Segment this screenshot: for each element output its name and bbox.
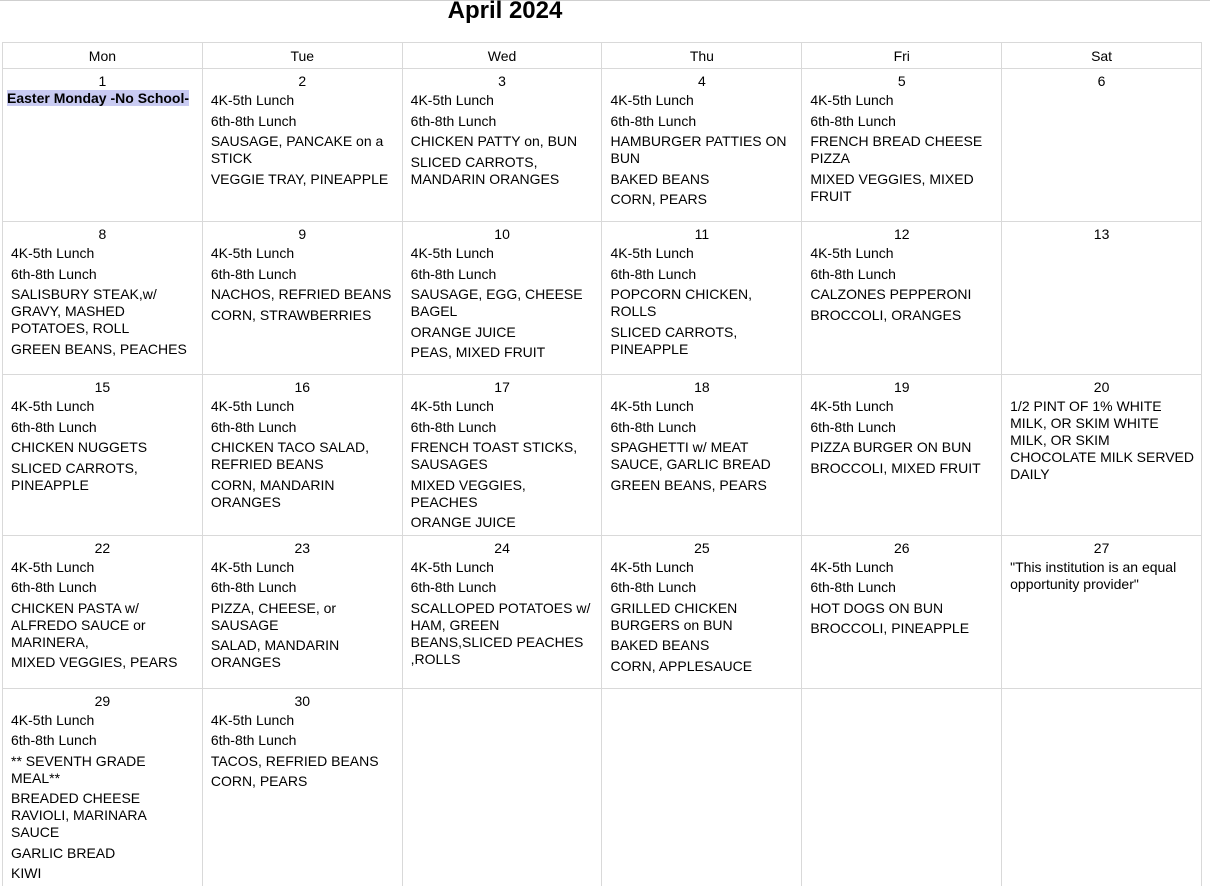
menu-item: 6th-8th Lunch — [11, 418, 97, 435]
menu-item: 6th-8th Lunch — [410, 579, 497, 595]
menu-item: VEGGIE TRAY, PINEAPPLE — [210, 170, 389, 187]
menu-item: 4K-5th Lunch — [210, 245, 295, 261]
menu-item: MIXED VEGGIES, PEACHES — [410, 476, 526, 510]
menu-item: 6th-8th Lunch — [210, 112, 297, 129]
menu-entries — [403, 396, 602, 531]
day-number: 30 — [294, 692, 311, 709]
day-cell — [802, 535, 1002, 688]
day-number: 11 — [694, 226, 710, 242]
menu-entries — [1002, 557, 1201, 593]
week-row — [3, 375, 1202, 536]
day-number: 12 — [893, 226, 910, 242]
menu-item: GREEN BEANS, PEACHES — [11, 340, 187, 357]
holiday-note — [3, 90, 202, 107]
day-cell — [3, 222, 203, 375]
menu-item: GRILLED CHICKEN BURGERS on BUN — [610, 599, 738, 633]
menu-item: CORN, MANDARIN ORANGES — [210, 476, 335, 510]
day-cell — [602, 535, 802, 688]
menu-entries — [802, 243, 1001, 324]
menu-item: 6th-8th Lunch — [210, 418, 297, 435]
menu-item: "This institution is an equal opportunity provider" — [1010, 558, 1177, 592]
day-number — [403, 693, 602, 710]
week-row — [3, 688, 1202, 886]
menu-item: BROCCOLI, ORANGES — [810, 306, 962, 323]
day-number: 22 — [94, 539, 111, 556]
day-number: 19 — [893, 379, 910, 395]
day-number: 2 — [298, 73, 307, 89]
menu-item: CHICKEN TACO SALAD, REFRIED BEANS — [210, 439, 370, 472]
day-number: 23 — [294, 539, 311, 556]
menu-item: 4K-5th Lunch — [410, 245, 494, 261]
day-cell — [802, 688, 1002, 886]
day-cell — [3, 535, 203, 688]
menu-entries — [203, 557, 402, 672]
menu-entries — [3, 710, 202, 883]
menu-item: KIWI — [11, 865, 42, 881]
menu-item: PEAS, MIXED FRUIT — [410, 344, 546, 360]
menu-item: SALISBURY STEAK,w/ GRAVY, MASHED POTATOES, ROLL — [11, 286, 157, 336]
menu-item: 1/2 PINT OF 1% WHITE MILK, OR SKIM WHITE MILK, OR SKIM CHOCOLATE MILK SERVED DAILY — [1010, 398, 1194, 482]
menu-entries — [3, 107, 202, 109]
menu-entries — [602, 557, 801, 675]
weekday-header: Fri — [802, 43, 1002, 69]
menu-entries — [203, 710, 402, 791]
menu-entries — [1002, 396, 1201, 483]
menu-item: HOT DOGS ON BUN — [810, 599, 944, 616]
day-cell — [402, 375, 602, 536]
menu-item: 4K-5th Lunch — [210, 558, 295, 575]
menu-item: 4K-5th Lunch — [810, 558, 894, 575]
menu-item: 4K-5th Lunch — [610, 558, 694, 575]
menu-item: 6th-8th Lunch — [210, 579, 297, 595]
day-number: 20 — [1093, 379, 1110, 395]
menu-entries — [203, 396, 402, 511]
menu-entries — [403, 710, 602, 712]
menu-item: CORN, STRAWBERRIES — [210, 306, 372, 323]
menu-entries — [403, 243, 602, 361]
menu-item: 6th-8th Lunch — [810, 112, 896, 129]
menu-entries — [602, 243, 801, 358]
menu-item: 4K-5th Lunch — [410, 398, 494, 414]
menu-item: 6th-8th Lunch — [11, 732, 97, 748]
day-number: 4 — [698, 73, 706, 89]
menu-entries — [602, 710, 801, 712]
weekday-header: Mon — [3, 43, 203, 69]
day-cell — [402, 222, 602, 375]
day-number: 27 — [1093, 539, 1110, 556]
menu-item: SLICED CARROTS, PINEAPPLE — [11, 459, 138, 493]
day-cell — [402, 688, 602, 886]
day-number — [802, 693, 1001, 710]
weekday-header: Thu — [602, 43, 802, 69]
menu-item: 4K-5th Lunch — [810, 92, 894, 108]
menu-item: 4K-5th Lunch — [610, 92, 694, 108]
menu-entries — [203, 90, 402, 188]
day-cell — [602, 375, 802, 536]
weekday-header: Sat — [1002, 43, 1202, 69]
menu-item: FRENCH TOAST STICKS, SAUSAGES — [410, 439, 578, 472]
menu-item: PIZZA BURGER ON BUN — [810, 439, 972, 455]
day-cell — [202, 375, 402, 536]
menu-item: BREADED CHEESE RAVIOLI, MARINARA SAUCE — [11, 790, 147, 840]
week-row — [3, 69, 1202, 222]
menu-entries — [3, 396, 202, 494]
day-cell — [802, 222, 1002, 375]
day-cell — [202, 222, 402, 375]
menu-item: TACOS, REFRIED BEANS — [210, 752, 379, 769]
menu-item: 6th-8th Lunch — [610, 418, 697, 435]
menu-item: 4K-5th Lunch — [610, 245, 694, 261]
day-number: 13 — [1093, 226, 1110, 242]
menu-item: 6th-8th Lunch — [11, 579, 97, 595]
menu-item: ** SEVENTH GRADE MEAL** — [11, 752, 146, 786]
day-cell — [202, 69, 402, 222]
menu-item: 6th-8th Lunch — [610, 265, 697, 282]
calendar-grid — [2, 42, 1202, 886]
menu-entries — [802, 557, 1001, 638]
menu-item: ORANGE JUICE — [410, 323, 516, 340]
day-cell — [602, 222, 802, 375]
menu-item: GARLIC BREAD — [11, 844, 116, 861]
day-number: 18 — [694, 379, 710, 395]
day-cell — [802, 375, 1002, 536]
day-number: 29 — [94, 692, 111, 709]
menu-item: SLICED CARROTS, MANDARIN ORANGES — [410, 153, 560, 187]
menu-entries — [602, 396, 801, 494]
menu-item: 4K-5th Lunch — [410, 558, 494, 575]
day-number: 26 — [893, 539, 910, 556]
day-number: 16 — [294, 379, 311, 395]
day-cell — [1002, 69, 1202, 222]
menu-item: BAKED BEANS — [610, 170, 710, 187]
menu-item: 4K-5th Lunch — [11, 558, 95, 575]
menu-item: 4K-5th Lunch — [410, 92, 494, 108]
weekday-header-row — [3, 43, 1202, 69]
menu-item: 6th-8th Lunch — [810, 265, 896, 282]
day-cell — [602, 69, 802, 222]
menu-entries — [802, 90, 1001, 205]
menu-entries — [802, 710, 1001, 712]
menu-item: 4K-5th Lunch — [11, 398, 95, 414]
menu-entries — [1002, 710, 1201, 712]
menu-entries — [403, 90, 602, 188]
menu-item: CALZONES PEPPERONI — [810, 286, 972, 302]
menu-item: 4K-5th Lunch — [210, 398, 295, 414]
menu-item: 4K-5th Lunch — [210, 711, 295, 728]
menu-item: MIXED VEGGIES, MIXED FRUIT — [810, 170, 974, 204]
day-number: 24 — [494, 539, 510, 556]
menu-item: SCALLOPED POTATOES w/ HAM, GREEN BEANS,SLICED PEACHES ,ROLLS — [410, 599, 591, 667]
menu-item: SAUSAGE, EGG, CHEESE BAGEL — [410, 286, 583, 319]
day-number: 25 — [694, 539, 710, 556]
menu-item: PIZZA, CHEESE, or SAUSAGE — [210, 599, 337, 633]
day-cell — [402, 535, 602, 688]
menu-item: 6th-8th Lunch — [210, 732, 297, 748]
menu-entries — [1002, 243, 1201, 245]
weekday-header: Tue — [202, 43, 402, 69]
menu-entries — [1002, 90, 1201, 92]
menu-item: POPCORN CHICKEN, ROLLS — [610, 286, 753, 319]
week-row — [3, 535, 1202, 688]
day-number: 9 — [298, 226, 307, 242]
day-number: 5 — [897, 73, 906, 89]
menu-item: 6th-8th Lunch — [810, 579, 896, 595]
menu-item: GREEN BEANS, PEARS — [610, 476, 767, 493]
day-cell — [402, 69, 602, 222]
menu-item: CORN, PEARS — [610, 191, 707, 207]
menu-item: SAUSAGE, PANCAKE on a STICK — [210, 133, 384, 166]
menu-item: 4K-5th Lunch — [210, 92, 295, 108]
day-cell — [202, 535, 402, 688]
menu-item: BROCCOLI, MIXED FRUIT — [810, 459, 981, 476]
day-cell — [1002, 222, 1202, 375]
menu-item: HAMBURGER PATTIES ON BUN — [610, 133, 787, 166]
menu-item: 4K-5th Lunch — [810, 398, 894, 414]
menu-item: 6th-8th Lunch — [11, 265, 97, 282]
day-number — [602, 693, 801, 710]
menu-item: MIXED VEGGIES, PEARS — [11, 654, 178, 670]
day-number — [1002, 693, 1201, 710]
day-cell — [602, 688, 802, 886]
day-cell — [1002, 535, 1202, 688]
week-row — [3, 222, 1202, 375]
menu-entries — [403, 557, 602, 668]
menu-item: BAKED BEANS — [610, 637, 710, 653]
menu-item: 4K-5th Lunch — [11, 245, 95, 261]
menu-item: CORN, PEARS — [210, 773, 308, 789]
menu-item: 4K-5th Lunch — [610, 398, 694, 414]
menu-item: 4K-5th Lunch — [11, 711, 95, 728]
menu-entries — [203, 243, 402, 324]
day-number: 3 — [498, 73, 506, 89]
day-number: 8 — [98, 226, 107, 242]
menu-item: 6th-8th Lunch — [810, 418, 896, 435]
weekday-header: Wed — [402, 43, 602, 69]
day-cell — [802, 69, 1002, 222]
menu-item: CHICKEN PASTA w/ ALFREDO SAUCE or MARINERA, — [11, 599, 146, 650]
menu-item: SLICED CARROTS, PINEAPPLE — [610, 323, 738, 357]
menu-item: NACHOS, REFRIED BEANS — [210, 286, 392, 302]
day-cell — [3, 69, 203, 222]
menu-item: 6th-8th Lunch — [410, 112, 497, 129]
menu-item: 6th-8th Lunch — [410, 418, 497, 435]
menu-item: SALAD, MANDARIN ORANGES — [210, 637, 340, 670]
menu-entries — [602, 90, 801, 208]
day-number: 17 — [494, 379, 510, 395]
menu-item: 6th-8th Lunch — [610, 579, 697, 595]
day-cell — [3, 375, 203, 536]
day-cell — [1002, 375, 1202, 536]
menu-item: 6th-8th Lunch — [210, 265, 297, 282]
menu-item: SPAGHETTI w/ MEAT SAUCE, GARLIC BREAD — [610, 439, 771, 472]
menu-item: CHICKEN NUGGETS — [11, 439, 148, 455]
day-number: 1 — [98, 73, 107, 89]
day-cell — [1002, 688, 1202, 886]
menu-item: FRENCH BREAD CHEESE PIZZA — [810, 133, 983, 166]
day-number: 6 — [1097, 73, 1106, 89]
day-number: 15 — [94, 379, 111, 395]
menu-item: ORANGE JUICE — [410, 514, 516, 530]
day-cell — [3, 688, 203, 886]
day-number: 10 — [494, 226, 510, 242]
menu-item: 6th-8th Lunch — [410, 265, 497, 282]
day-cell — [202, 688, 402, 886]
menu-item: CORN, APPLESAUCE — [610, 657, 753, 674]
holiday-note-text: Easter Monday -No School- — [7, 90, 190, 106]
menu-entries — [3, 243, 202, 358]
menu-entries — [802, 396, 1001, 477]
menu-item: BROCCOLI, PINEAPPLE — [810, 620, 970, 636]
page-title: April 2024 — [447, 0, 563, 24]
menu-item: CHICKEN PATTY on, BUN — [410, 133, 578, 149]
menu-item: 6th-8th Lunch — [610, 112, 697, 129]
menu-entries — [3, 557, 202, 672]
menu-item: 4K-5th Lunch — [810, 245, 894, 261]
